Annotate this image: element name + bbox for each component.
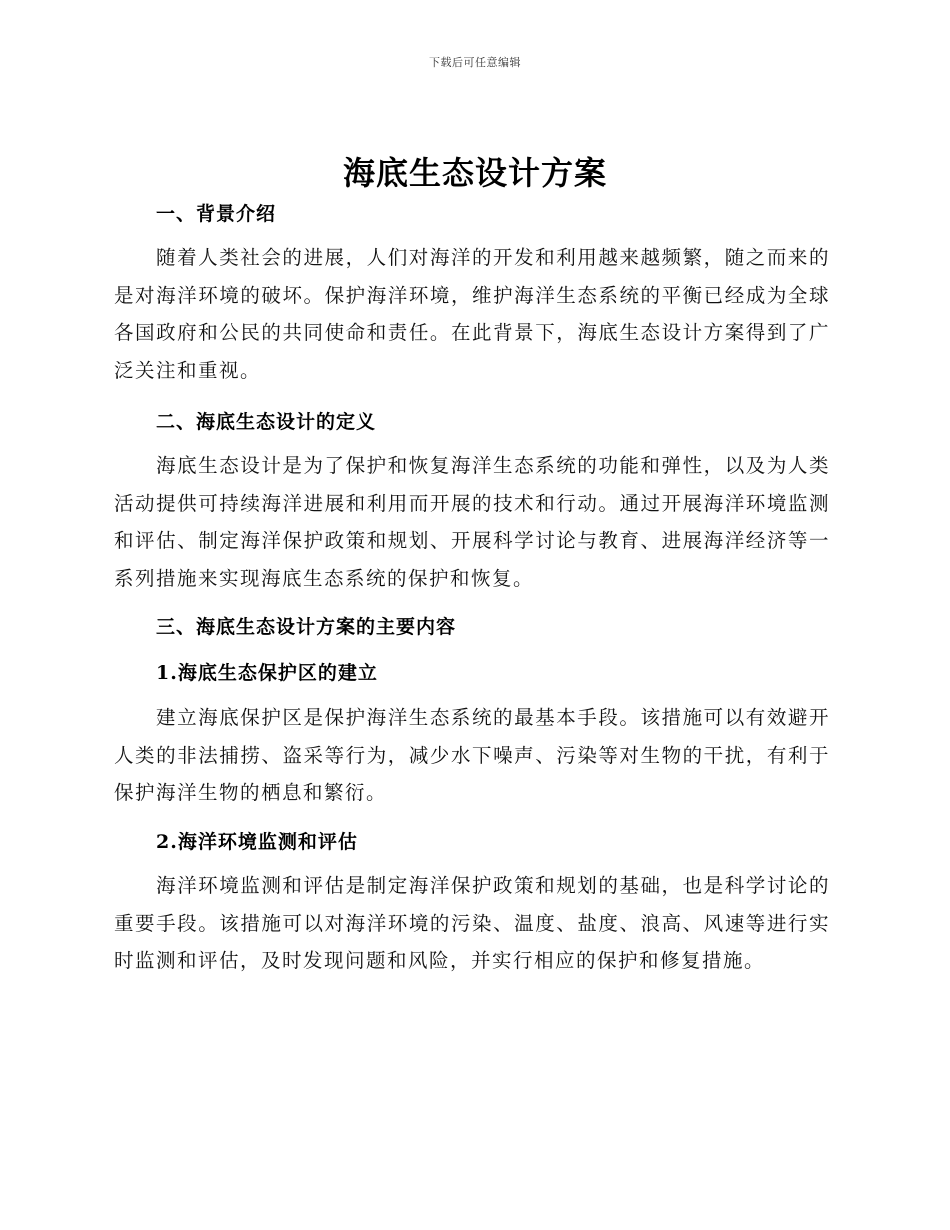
subsection-heading-monitoring: 2.海洋环境监测和评估 bbox=[156, 831, 358, 853]
page-header-note: 下载后可任意编辑 bbox=[429, 56, 521, 69]
subsection-paragraph-protected-area: 建立海底保护区是保护海洋生态系统的最基本手段。该措施可以有效避开人类的非法捕捞、盗采等行为，减少水下噪声、污染等对生物的干扰，有利于保护海洋生物的栖息和繁衍。 bbox=[114, 706, 830, 804]
section-heading-definition: 二、海底生态设计的定义 bbox=[156, 411, 377, 433]
section-paragraph-background: 随着人类社会的进展，人们对海洋的开发和利用越来越频繁，随之而来的是对海洋环境的破坏。保护海洋环境，维护海洋生态系统的平衡已经成为全球各国政府和公民的共同使命和责任。在此背景下，海底生态设计方案得到了广泛关注和重视。 bbox=[114, 246, 830, 382]
subsection-paragraph-monitoring: 海洋环境监测和评估是制定海洋保护政策和规划的基础，也是科学讨论的重要手段。该措施可以对海洋环境的污染、温度、盐度、浪高、风速等进行实时监测和评估，及时发现问题和风险，并实行相应的保护和修复措施。 bbox=[114, 874, 830, 972]
section-heading-main-content: 三、海底生态设计方案的主要内容 bbox=[156, 616, 457, 638]
subsection-heading-protected-area: 1.海底生态保护区的建立 bbox=[156, 662, 378, 684]
section-heading-background: 一、背景介绍 bbox=[156, 203, 277, 225]
section-paragraph-definition: 海底生态设计是为了保护和恢复海洋生态系统的功能和弹性，以及为人类活动提供可持续海洋进展和利用而开展的技术和行动。通过开展海洋环境监测和评估、制定海洋保护政策和规划、开展科学讨论与教育、进展海洋经济等一系列措施来实现海底生态系统的保护和恢复。 bbox=[114, 454, 830, 590]
document-title: 海底生态设计方案 bbox=[342, 154, 607, 192]
